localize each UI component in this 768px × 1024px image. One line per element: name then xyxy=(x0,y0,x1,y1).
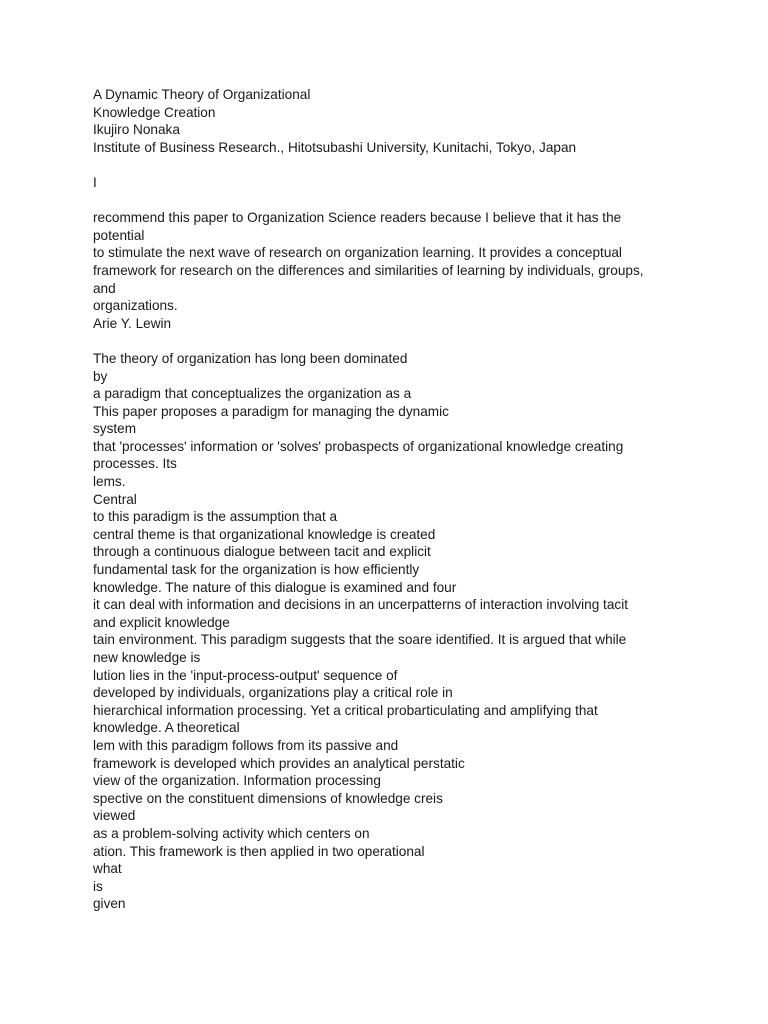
text-line: system xyxy=(93,421,137,437)
text-line: developed by individuals, organizations play a critical role in xyxy=(93,685,453,701)
spacer xyxy=(93,156,693,174)
text-line: spective on the constituent dimensions of knowledge creis xyxy=(93,790,443,806)
text-line: recommend this paper to Organization Science readers because I believe that it has the xyxy=(93,210,622,226)
text-line: fundamental task for the organization is how efficiently xyxy=(93,562,420,578)
text-line: it can deal with information and decisions in an uncerpatterns of interaction involving tacit xyxy=(93,597,628,613)
text-line: hierarchical information processing. Yet a critical probarticulating and amplifying that xyxy=(93,702,598,718)
recommender-name: Arie Y. Lewin xyxy=(93,315,172,331)
text-line: lem with this paradigm follows from its passive and xyxy=(93,737,399,753)
text-line: lems. xyxy=(93,474,126,490)
text-line: to stimulate the next wave of research on organization learning. It provides a conceptual xyxy=(93,245,622,261)
text-line: new knowledge is xyxy=(93,650,201,665)
text-line: viewed xyxy=(93,808,136,824)
text-line: Central xyxy=(93,491,137,507)
spacer xyxy=(93,332,693,350)
drop-cap: I xyxy=(93,174,97,190)
title-line-1: A Dynamic Theory of Organizational xyxy=(93,87,311,102)
text-line: organizations. xyxy=(93,298,178,314)
text-line: through a continuous dialogue between tacit and explicit xyxy=(93,544,431,560)
text-line: as a problem-solving activity which centers on xyxy=(93,825,370,841)
text-line: ation. This framework is then applied in two operational xyxy=(93,843,425,859)
document-text xyxy=(93,86,693,913)
text-line: framework is developed which provides an analytical perstatic xyxy=(93,755,465,771)
spacer xyxy=(93,192,693,210)
abstract-body xyxy=(93,350,693,913)
text-line: processes. Its xyxy=(93,456,177,472)
text-line: tain environment. This paradigm suggests that the soare identified. It is argued that while xyxy=(93,632,627,648)
text-line: that 'processes' information or 'solves' probaspects of organizational knowledge creating xyxy=(93,438,624,454)
text-line: knowledge. The nature of this dialogue is examined and four xyxy=(93,579,457,595)
text-line: central theme is that organizational knowledge is created xyxy=(93,526,436,542)
recommendation-paragraph xyxy=(93,209,693,332)
text-line: given xyxy=(93,896,126,912)
text-line: a paradigm that conceptualizes the organization as a xyxy=(93,386,412,402)
text-line: lution lies in the 'input-process-output' sequence of xyxy=(93,667,398,683)
text-line: view of the organization. Information processing xyxy=(93,773,381,789)
text-line: This paper proposes a paradigm for managing the dynamic xyxy=(93,403,449,419)
text-line: is xyxy=(93,878,103,894)
title-line-2: Knowledge Creation xyxy=(93,104,216,120)
author: Ikujiro Nonaka xyxy=(93,122,180,138)
text-line: and explicit knowledge xyxy=(93,614,230,630)
text-line: potential xyxy=(93,227,145,243)
text-line: what xyxy=(93,861,122,877)
text-line: The theory of organization has long been dominated xyxy=(93,350,408,366)
text-line: to this paradigm is the assumption that a xyxy=(93,509,338,525)
text-line: and xyxy=(93,280,116,296)
affiliation: Institute of Business Research., Hitotsubashi University, Kunitachi, Tokyo, Japan xyxy=(93,139,577,155)
text-line: knowledge. A theoretical xyxy=(93,720,240,736)
text-line: by xyxy=(93,368,108,384)
text-line: framework for research on the differences and similarities of learning by individuals, groups, xyxy=(93,262,644,278)
